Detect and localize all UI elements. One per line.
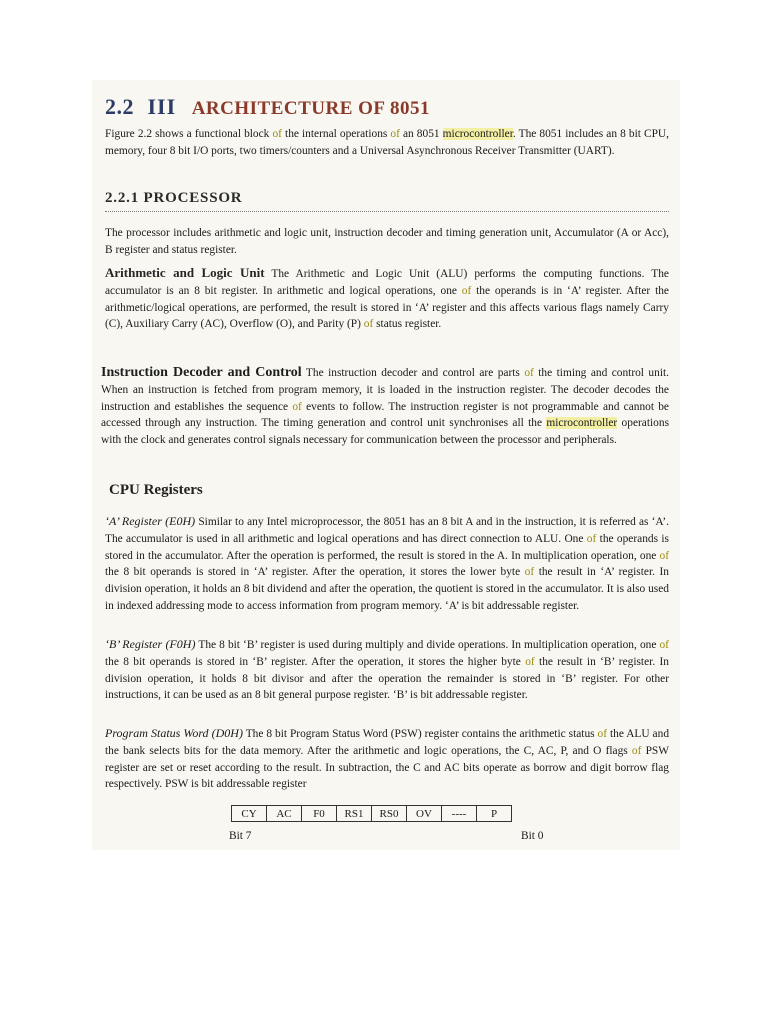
processor-paragraph: The processor includes arithmetic and logic unit, instruction decoder and timing generation unit, Accumulator (A or Acc), B register and status register.	[105, 227, 669, 256]
psw-bit-cell: AC	[267, 806, 302, 822]
alu-lead: Arithmetic and Logic Unit	[105, 265, 265, 280]
decoder-lead: Instruction Decoder and Control	[101, 365, 302, 380]
section-number: 2.2	[105, 94, 134, 119]
psw-bit-cell: RS0	[372, 806, 407, 822]
psw-bit-cell: CY	[232, 806, 267, 822]
psw-lead: Program Status Word (D0H)	[105, 726, 243, 740]
cpu-registers-heading: CPU Registers	[109, 482, 203, 498]
section-heading	[105, 94, 430, 120]
psw-bit-cell: RS1	[337, 806, 372, 822]
psw-bit-cell: ----	[442, 806, 477, 822]
intro-paragraph: Figure 2.2 shows a functional block of the internal operations of an 8051 microcontroller. The 8051 includes an 8 bit CPU, memory, four 8 bit I/O ports, two timers/counters and a Universal Asynchronous Receiver Transmitter (UART).	[105, 128, 669, 157]
a-register-paragraph: ‘A’ Register (E0H) Similar to any Intel microprocessor, the 8051 has an 8 bit A and in the instruction, it is referred as ‘A’. The accumulator is used in all arithmetic and logical operations and has direct connection to ALU. One of the operands is stored in the accumulator. After the operation is performed, the result is stored in the A. In multiplication operation, one of the 8 bit operands is stored in ‘A’ register. After the operation, it stores the lower byte of the result in ‘A’ register. In division operation, it holds an 8 bit dividend and after the operation, the quotient is stored in the accumulator. It is also used in indexed addressing mode to access information from program memory. ‘A’ is bit addressable register.	[105, 514, 669, 612]
psw-bit-row	[232, 806, 512, 822]
section-title: ARCHITECTURE OF 8051	[191, 98, 431, 119]
psw-bit-cell: OV	[407, 806, 442, 822]
psw-bit-table	[231, 805, 512, 822]
b-register-paragraph: ‘B’ Register (F0H) The 8 bit ‘B’ register is used during multiply and divide operations. In multiplication operation, one of the 8 bit operands is stored in ‘B’ register. After the operation, it stores the higher byte of the result in ‘B’ register. In division operation, it holds 8 bit divisor and after the operation the remainder is stored in ‘B’ register. For other instructions, it can be used as an 8 bit general purpose register. ‘B’ is bit addressable register.	[105, 637, 669, 702]
a-register-lead: ‘A’ Register (E0H)	[105, 514, 196, 528]
psw-bit-cell: P	[477, 806, 512, 822]
bit-lsb-label: Bit 0	[521, 830, 544, 842]
decoder-paragraph: Instruction Decoder and Control The instruction decoder and control are parts of the timing and control unit. When an instruction is fetched from program memory, it is loaded in the instruction register. The decoder decodes the instruction and establishes the sequence of events to follow. The instruction register is not programmable and cannot be accessed through any instruction. The timing generation and control unit synchronises all the microcontroller operations with the clock and generates control signals necessary for communication between the processor and peripherals.	[101, 365, 670, 447]
subsection-heading: 2.2.1 PROCESSOR	[105, 190, 669, 212]
psw-bit-cell: F0	[302, 806, 337, 822]
b-register-lead: ‘B’ Register (F0H)	[105, 637, 196, 651]
highlighted-term: microcontroller	[546, 417, 618, 430]
bit-msb-label: Bit 7	[229, 830, 252, 842]
psw-paragraph: Program Status Word (D0H) The 8 bit Program Status Word (PSW) register contains the arithmetic status of the ALU and the bank selects bits for the data memory. After the arithmetic and logic operations, the C, AC, P, and O flags of PSW register are set or reset according to the result. In subtraction, the C and AC bits operate as borrow and digit borrow flag respectively. PSW is bit addressable register	[105, 726, 670, 791]
scanned-page	[92, 80, 680, 850]
alu-paragraph: Arithmetic and Logic Unit The Arithmetic and Logic Unit (ALU) performs the computing functions. The accumulator is an 8 bit register. In arithmetic and logical operations, one of the operands is in ‘A’ register. After the arithmetic/logical operations, are performed, the result is stored in ‘A’ register and this affects various flags namely Carry (C), Auxiliary Carry (AC), Overflow (O), and Parity (P) of status register.	[105, 265, 669, 331]
section-bars-icon: III	[147, 94, 177, 119]
highlighted-term: microcontroller	[442, 128, 513, 140]
